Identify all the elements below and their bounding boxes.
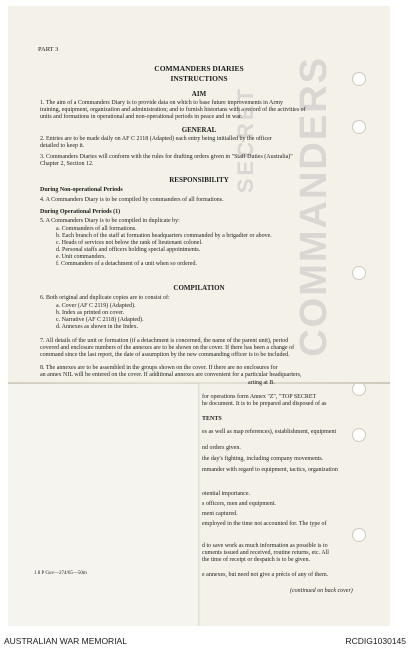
fragment-text: he document. It is to be prepared and disposed of as [202,401,327,407]
paragraph-3-line-1: 3. Commanders Diaries will conform with the rules for drafting orders given in "Staff Duties (Australia)" [40,154,293,160]
paragraph-2-line-1: 2. Entries are to be made daily on AF C 2118 (Adapted) each entry being initialled by the officer [40,136,272,142]
fragment-text: employed in the time not accounted for. The type of [202,521,327,527]
fragment-text: ment captured. [202,511,238,517]
part-label: PART 3 [38,46,59,53]
list-item: a. Cover (AF C 2119) (Adapted). [56,303,136,309]
paragraph-4: 4. A Commanders Diary is to be compiled by commanders of all formations. [40,197,224,203]
paragraph-7-line-3: command since the last report, the date of assumption by the new commanding officer is to be included. [40,352,290,358]
paragraph-8-line-1: 8. The annexes are to be assembled in the groups shown on the cover. If there are no enclosures for [40,365,278,371]
folded-flap [8,384,198,626]
punch-hole [352,428,366,442]
list-item: d. Annexes as shown in the Index. [56,324,138,330]
paragraph-5: 5. A Commanders Diary is to be compiled in duplicate by: [40,218,180,224]
archive-footer [0,634,410,648]
document-title: COMMANDERS DIARIES [154,64,244,73]
paragraph-2-line-2: detailed to keep it. [40,143,85,149]
fragment-text: nd orders given. [202,445,241,451]
fragment-heading-contents: TENTS [202,416,222,422]
heading-compilation: COMPILATION [173,284,225,292]
document-page [8,6,390,626]
fragment-text: d to save work as much information as possible is to [202,543,328,549]
heading-responsibility: RESPONSIBILITY [169,176,229,184]
heading-general: GENERAL [181,126,217,134]
list-item: e. Unit commanders. [56,254,106,260]
subheading-operational: During Operational Periods (1) [40,209,121,215]
paragraph-1-line-2: training, equipment, organization and administration; and to furnish historians with a record of the activities of [40,107,306,113]
ghost-text-secret: SECRET [233,86,258,194]
document-subtitle: INSTRUCTIONS [170,74,228,83]
punch-hole [352,382,366,396]
list-item: a. Commanders of all formations. [56,226,137,232]
fragment-text: for operations form Annex "Z", "TOP SECRET [202,394,317,400]
ghost-text-commanders: COMMANDERS [293,56,335,357]
punch-hole [352,266,366,280]
fragment-text: e annexes, but need not give a précis of any of them. [202,572,329,578]
list-item: d. Personal staffs and officers holding special appointments. [56,247,201,253]
heading-aim: AIM [191,90,207,98]
print-code: 1 8 P Gov—274/65—50m [34,571,87,576]
list-item: c. Narrative (AF C 2118) (Adapted). [56,317,144,323]
archive-reference: RCDIG1030145 [345,636,406,646]
paragraph-7-line-2: covered and enclosure numbers of the annexes are to be shown on the cover. If there has been a change of [40,345,295,351]
fragment-text: arting at B. [248,380,275,386]
fragment-text: the day's fighting, including company movements. [202,456,324,462]
paragraph-6: 6. Both original and duplicate copies are to consist of: [40,295,170,301]
paragraph-7-line-1: 7. All details of the unit or formation (if a detachment is concerned, the name of the parent unit), period [40,338,289,344]
fragment-text: cuments issued and received, routine returns, etc. All [202,550,329,556]
list-item: b. Index as printed on cover. [56,310,125,316]
archive-name: AUSTRALIAN WAR MEMORIAL [4,636,127,646]
fragment-text: the time of receipt or despatch is to be given. [202,557,310,563]
continued-note: (continued on back cover) [290,588,353,594]
list-item: b. Each branch of the staff at formation headquarters commanded by a brigadier or above. [56,233,272,239]
fragment-text: otential importance. [202,491,250,497]
fragment-text: mmander with regard to equipment, tactics, organization [202,467,338,473]
paragraph-3-line-2: Chapter 2, Section 12. [40,161,94,167]
list-item: f. Commanders of a detachment of a unit when so ordered. [56,261,197,267]
fragment-text: s officers, men and equipment. [202,501,276,507]
paragraph-8-line-2: an annex NIL will be entered on the cover. If additional annexes are convenient for a particular headquarters, [40,372,302,378]
fragment-text: es as well as map references), establishment, equipment [202,429,337,435]
punch-hole [352,528,366,542]
list-item: c. Heads of services not below the rank of lieutenant colonel. [56,240,203,246]
paragraph-1-line-3: units and formations in operational and non-operational periods in peace and in war. [40,114,243,120]
subheading-non-operational: During Non-operational Periods [40,187,123,193]
paragraph-1-line-1: 1. The aim of a Commanders Diary is to provide data on which to base future improvements in Army [40,100,284,106]
